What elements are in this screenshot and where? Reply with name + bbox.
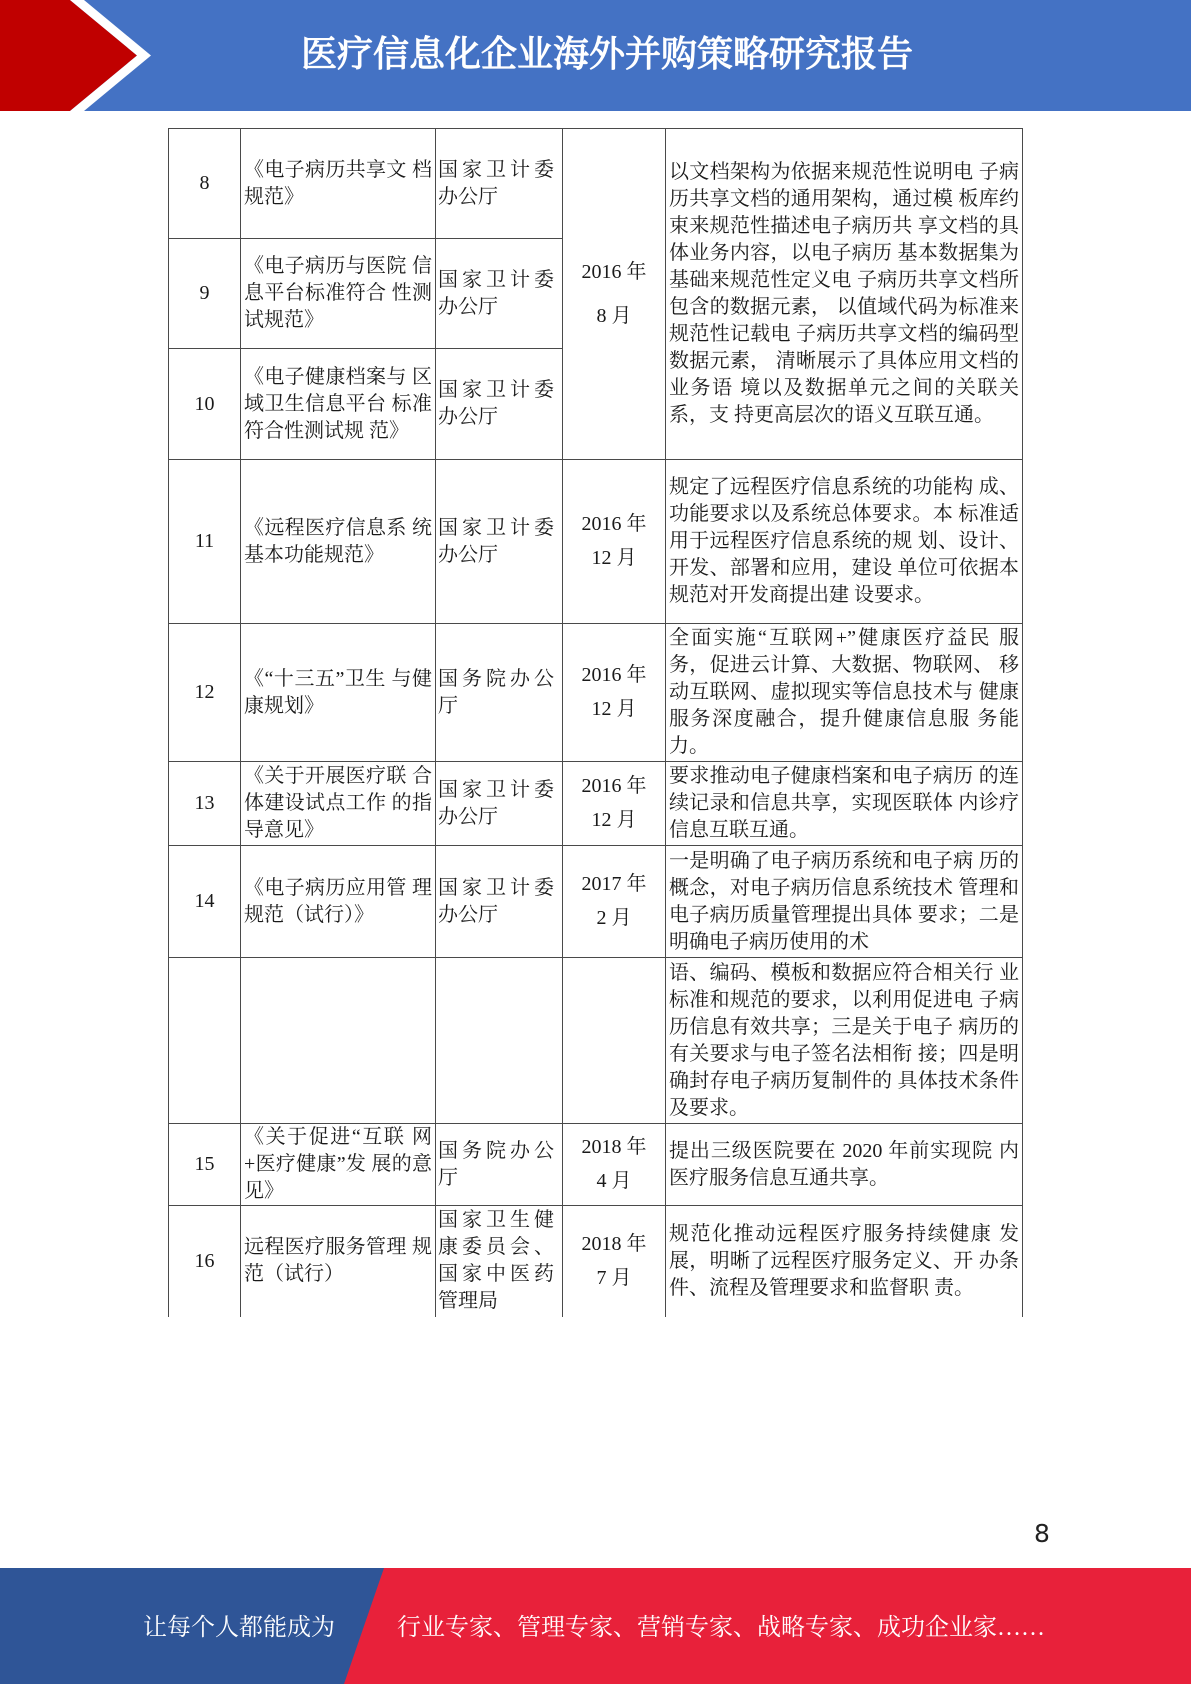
issue-year: 2016 年 — [581, 775, 647, 797]
document-description: 一是明确了电子病历系统和电子病 历的概念，对电子病历信息系统技术 管理和电子病历质量管理提出具体 要求；二是明确电子病历使用的术 — [666, 846, 1023, 958]
document-name: 远程医疗服务管理 规范（试行） — [241, 1206, 436, 1317]
issue-date — [563, 624, 666, 762]
document-description: 全面实施“互联网+”健康医疗益民 服务，促进云计算、大数据、物联网、 移动互联网、虚拟现实等信息技术与 健康服务深度融合，提升健康信息服 务能力。 — [666, 624, 1023, 762]
table-row — [169, 624, 1023, 762]
row-number: 12 — [169, 624, 241, 762]
issue-date — [563, 1124, 666, 1206]
issuing-body: 国家卫生健康委员会、国家中医药管理局 — [436, 1206, 563, 1317]
table-row — [169, 762, 1023, 846]
issue-month: 4 月 — [596, 1170, 632, 1192]
row-number: 8 — [169, 129, 241, 239]
issue-year: 2016 年 — [581, 260, 647, 283]
footer-slogan-left: 让每个人都能成为 — [143, 1615, 335, 1641]
row-number-empty — [169, 958, 241, 1124]
issue-month: 12 月 — [591, 698, 637, 720]
document-name-empty — [241, 958, 436, 1124]
issuing-body-empty — [436, 958, 563, 1124]
page-number: 8 — [1034, 1519, 1050, 1548]
issue-date — [563, 129, 666, 460]
document-name: 《电子病历共享文 档规范》 — [241, 129, 436, 239]
document-name: 《关于促进“互联 网+医疗健康”发 展的意见》 — [241, 1124, 436, 1206]
report-title: 医疗信息化企业海外并购策略研究报告 — [301, 34, 914, 75]
issue-month: 8 月 — [596, 304, 632, 327]
issue-month: 12 月 — [591, 809, 637, 831]
issue-year: 2017 年 — [581, 873, 647, 895]
issue-date — [563, 846, 666, 958]
issue-year: 2018 年 — [581, 1232, 647, 1255]
issuing-body: 国务院办公厅 — [436, 624, 563, 762]
issue-date — [563, 460, 666, 624]
row-number: 16 — [169, 1206, 241, 1317]
issue-month: 12 月 — [591, 547, 637, 569]
document-description: 提出三级医院要在 2020 年前实现院 内医疗服务信息互通共享。 — [666, 1124, 1023, 1206]
document-description: 以文档架构为依据来规范性说明电 子病历共享文档的通用架构，通过模 板库约束来规范性描述电子病历共 享文档的具体业务内容，以电子病历 基本数据集为基础来规范性定义电 子病历共享文档所包含的数据元素， 以值域代码为标准来规范性记载电 子病历共享文档的编码型数据元素， 清晰展示了具体应用文档的业务语 境以及数据单元之间的关联关系，支 持更高层次的语义互联互通。 — [666, 129, 1023, 460]
row-number: 10 — [169, 349, 241, 460]
document-name: 《“十三五”卫生 与健康规划》 — [241, 624, 436, 762]
issue-month: 2 月 — [596, 907, 632, 929]
table-row — [169, 846, 1023, 958]
table-row — [169, 460, 1023, 624]
issue-date — [563, 762, 666, 846]
issue-date-empty — [563, 958, 666, 1124]
issue-year: 2016 年 — [581, 664, 647, 686]
document-name: 《电子病历与医院 信息平台标准符合 性测试规范》 — [241, 239, 436, 349]
row-number: 11 — [169, 460, 241, 624]
document-name: 《关于开展医疗联 合体建设试点工作 的指导意见》 — [241, 762, 436, 846]
issuing-body: 国家卫计委办公厅 — [436, 762, 563, 846]
document-description: 要求推动电子健康档案和电子病历 的连续记录和信息共享，实现医联体 内诊疗信息互联互通。 — [666, 762, 1023, 846]
issue-month: 7 月 — [596, 1266, 632, 1289]
row-number: 9 — [169, 239, 241, 349]
issue-date — [563, 1206, 666, 1317]
header-banner — [0, 0, 1191, 111]
issuing-body: 国家卫计委办公厅 — [436, 846, 563, 958]
row-number: 15 — [169, 1124, 241, 1206]
footer-slogan-right: 行业专家、管理专家、营销专家、战略专家、成功企业家…… — [397, 1615, 1045, 1641]
table-row-continuation — [169, 958, 1023, 1124]
document-name: 《远程医疗信息系 统基本功能规范》 — [241, 460, 436, 624]
table-row — [169, 1206, 1023, 1317]
document-description: 规范化推动远程医疗服务持续健康 发展，明晰了远程医疗服务定义、开 办条件、流程及管理要求和监督职 责。 — [666, 1206, 1023, 1317]
document-description: 规定了远程医疗信息系统的功能构 成、功能要求以及系统总体要求。本 标准适用于远程医疗信息系统的规 划、设计、开发、部署和应用，建设 单位可依据本规范对开发商提出建 设要求。 — [666, 460, 1023, 624]
table-row — [169, 129, 1023, 239]
issue-year: 2016 年 — [581, 513, 647, 535]
document-name: 《电子病历应用管 理规范（试行）》 — [241, 846, 436, 958]
issuing-body: 国务院办公厅 — [436, 1124, 563, 1206]
document-name: 《电子健康档案与 区域卫生信息平台 标准符合性测试规 范》 — [241, 349, 436, 460]
issuing-body: 国家卫计委办公厅 — [436, 129, 563, 239]
issuing-body: 国家卫计委办公厅 — [436, 349, 563, 460]
issue-year: 2018 年 — [581, 1136, 647, 1158]
document-description: 语、编码、模板和数据应符合相关行 业标准和规范的要求，以利用促进电 子病历信息有效共享；三是关于电子 病历的有关要求与电子签名法相衔 接；四是明确封存电子病历复制件的 具体技术条件及要求。 — [666, 958, 1023, 1124]
table-row — [169, 1124, 1023, 1206]
footer-banner — [0, 1568, 1191, 1684]
row-number: 13 — [169, 762, 241, 846]
issuing-body: 国家卫计委办公厅 — [436, 460, 563, 624]
row-number: 14 — [169, 846, 241, 958]
issuing-body: 国家卫计委办公厅 — [436, 239, 563, 349]
standards-table — [168, 128, 1023, 1317]
